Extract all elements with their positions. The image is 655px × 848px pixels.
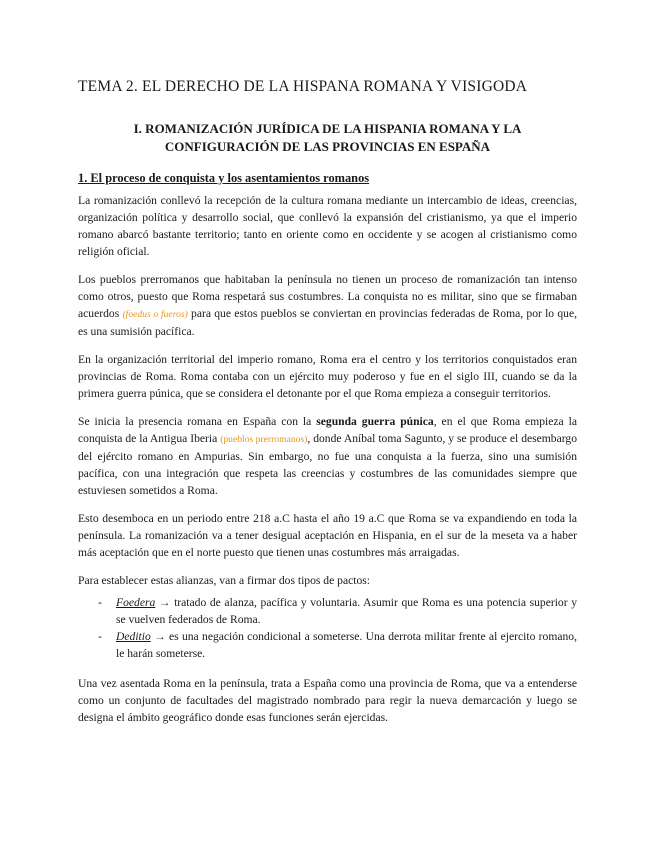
subsection-heading: 1. El proceso de conquista y los asentamientos romanos xyxy=(78,171,370,185)
pact-term: Deditio xyxy=(116,630,151,643)
list-item xyxy=(78,628,577,662)
paragraph-text: para que estos pueblos se conviertan en provincias federadas de Roma, por lo que, es una sumisión pacífica. xyxy=(78,307,577,338)
paragraph-text: , en el que Roma empieza la conquista de la Antigua Iberia xyxy=(78,415,577,445)
paragraph-text: Se inicia la presencia romana en España con la xyxy=(78,415,317,428)
paragraph-segunda-guerra-punica xyxy=(78,413,577,499)
list-item xyxy=(78,594,577,628)
pacts-list xyxy=(78,594,577,662)
paragraph-text: , donde Aníbal toma Sagunto, y se produce el desembargo del ejército romano en Ampurias. Sin embargo, no fue una conquista a la fuerza, sino una sumisión pacífica, con una integración que respeta las creencias y costumbres de las comunidades siempre que estuviesen sometidos a Roma. xyxy=(78,432,577,497)
bold-term: segunda guerra púnica xyxy=(316,415,434,428)
pact-description: → tratado de alanza, pacífica y voluntaria. Asumir que Roma es una potencia superior y se vuelven federados de Roma. xyxy=(116,596,577,626)
pact-description: → es una negación condicional a someterse. Una derrota militar frente al ejercito romano, le harán someterse. xyxy=(116,630,577,660)
paragraph-romanizacion: La romanización conllevó la recepción de la cultura romana mediante un intercambio de ideas, creencias, organización política y desarrollo social, que conllevó la expansión del cristianismo, ya que el imperio romano abarcó bastante territorio; tanto en oriente como en occidente y se acogen al cristianismo como religión oficial. xyxy=(78,194,577,258)
section-heading-line-1: I. ROMANIZACIÓN JURÍDICA DE LA HISPANIA ROMANA Y LA xyxy=(133,121,522,136)
margin-note: (foedus o fueros) xyxy=(122,309,188,320)
paragraph-alianzas-intro: Para establecer estas alianzas, van a firmar dos tipos de pactos: xyxy=(78,574,370,587)
paragraph-periodo-expansion: Esto desemboca en un periodo entre 218 a.C hasta el año 19 a.C que Roma se va expandiendo en toda la península. La romanización va a tener desigual aceptación en Hispania, en el sur de la meseta va a haber más aceptación que en el norte puesto que tienen unas costumbres más arraigadas. xyxy=(78,512,577,559)
paragraph-pueblos-prerromanos xyxy=(78,271,577,340)
list-dash: - xyxy=(98,630,102,643)
paragraph-provincia-roma: Una vez asentada Roma en la península, trata a España como una provincia de Roma, que va a entenderse como un conjunto de facultades del magistrado nombrado para regir la nueva demarcación y luego se designa el ámbito geográfico donde esas funciones serán ejercidas. xyxy=(78,677,577,724)
paragraph-organizacion-territorial: En la organización territorial del imperio romano, Roma era el centro y los territorios conquistados eran provincias de Roma. Roma contaba con un ejército muy poderoso y fue en el siglo III, cuando se da la primera guerra púnica, que se considera el detonante por el que Roma empieza a conseguir territorios. xyxy=(78,353,577,400)
page-title: TEMA 2. EL DERECHO DE LA HISPANA ROMANA Y VISIGODA xyxy=(78,78,528,95)
margin-note: (pueblos prerromanos) xyxy=(220,434,308,445)
paragraph-text: Los pueblos prerromanos que habitaban la península no tienen un proceso de romanización tan intenso como otros, puesto que Roma respetará sus costumbres. La conquista no es militar, sino que se firmaban acuerdos xyxy=(78,273,577,320)
pact-term: Foedera xyxy=(116,596,156,609)
list-dash: - xyxy=(98,596,102,609)
section-heading xyxy=(78,120,577,156)
section-heading-line-2: CONFIGURACIÓN DE LAS PROVINCIAS EN ESPAÑA xyxy=(164,139,491,154)
